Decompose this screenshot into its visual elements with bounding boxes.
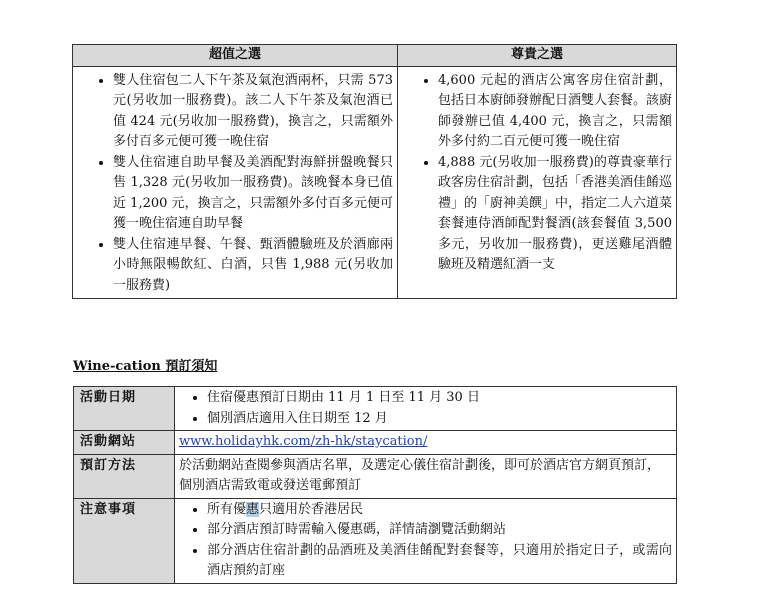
list-item: • 個別酒店適用入住日期至 12 月 — [207, 409, 672, 430]
event-dates-label: 活動日期 — [74, 387, 175, 431]
list-item: • 4,888 元(另收加一服務費)的尊貴豪華行政客房住宿計劃，包括「香港美酒佳餚巡禮」的「廚神美饌」中，指定二人六道菜套餐連侍酒師配對餐酒(該套餐值 3,500 多元，另收加一服務費)，更送雞尾酒體驗班及精選紅酒一支 — [438, 153, 672, 276]
value-choice-cell — [73, 66, 398, 299]
value-choice-header: 超值之選 — [73, 45, 398, 67]
remark-1-text-b: 只適用於香港居民 — [259, 501, 364, 517]
list-item: • 部分酒店住宿計劃的品酒班及美酒佳餚配對套餐等，只適用於指定日子，或需向酒店預約訂座 — [207, 541, 672, 582]
text-selection-highlight: 惠 — [246, 501, 260, 517]
remarks-label: 注意事項 — [74, 498, 175, 583]
premium-choice-list — [400, 71, 672, 276]
event-website-link[interactable]: www.holidayhk.com/zh-hk/staycation/ — [179, 434, 428, 449]
value-choice-list — [75, 71, 393, 297]
list-item: • 雙人住宿連自助早餐及美酒配對海鮮拼盤晚餐只售 1,328 元(另收加一服務費)。該晚餐本身已值近 1,200 元，換言之，只需額外多付百多元便可獲一晚住宿連自助早餐 — [113, 153, 393, 235]
list-item: • 雙人住宿包二人下午茶及氣泡酒兩杯，只需 573 元(另收加一服務費)。該二人下午茶及氣泡酒已值 424 元(另收加一服務費)，換言之，只需額外多付百多元便可獲一晚住宿 — [113, 71, 393, 153]
remarks-value — [175, 498, 677, 583]
table-row — [74, 498, 677, 583]
booking-notes-title: Wine-cation 預訂須知 — [73, 359, 218, 374]
promo-header-row — [73, 45, 677, 67]
remark-1-text-a: 所有優 — [207, 501, 247, 517]
promo-content-row — [73, 66, 677, 299]
promo-table — [72, 44, 677, 299]
list-item — [207, 500, 672, 521]
event-website-value — [175, 431, 677, 455]
event-dates-list — [179, 388, 672, 429]
list-item: • 雙人住宿連早餐、午餐、甄酒體驗班及於酒廊兩小時無限暢飲紅、白酒，只售 1,988 元(另收加一服務費) — [113, 235, 393, 297]
list-item: • 部分酒店預訂時需輸入優惠碼，詳情請瀏覽活動網站 — [207, 520, 672, 541]
table-row — [74, 454, 677, 498]
premium-choice-cell — [398, 66, 677, 299]
premium-choice-header: 尊貴之選 — [398, 45, 677, 67]
table-row — [74, 387, 677, 431]
booking-notes-table — [73, 386, 677, 584]
event-website-label: 活動網站 — [74, 431, 175, 455]
event-dates-value — [175, 387, 677, 431]
booking-method-label: 預訂方法 — [74, 454, 175, 498]
table-row — [74, 431, 677, 455]
list-item: • 住宿優惠預訂日期由 11 月 1 日至 11 月 30 日 — [207, 388, 672, 409]
remarks-list — [179, 500, 672, 582]
list-item: • 4,600 元起的酒店公寓客房住宿計劃，包括日本廚師發辦配日酒雙人套餐。該廚師發辦已值 4,400 元，換言之，只需額外多付約二百元便可獲一晚住宿 — [438, 71, 672, 153]
booking-method-value: 於活動網站查閱參與酒店名單，及選定心儀住宿計劃後，即可於酒店官方網頁預訂，個別酒店需致電或發送電郵預訂 — [175, 454, 677, 498]
